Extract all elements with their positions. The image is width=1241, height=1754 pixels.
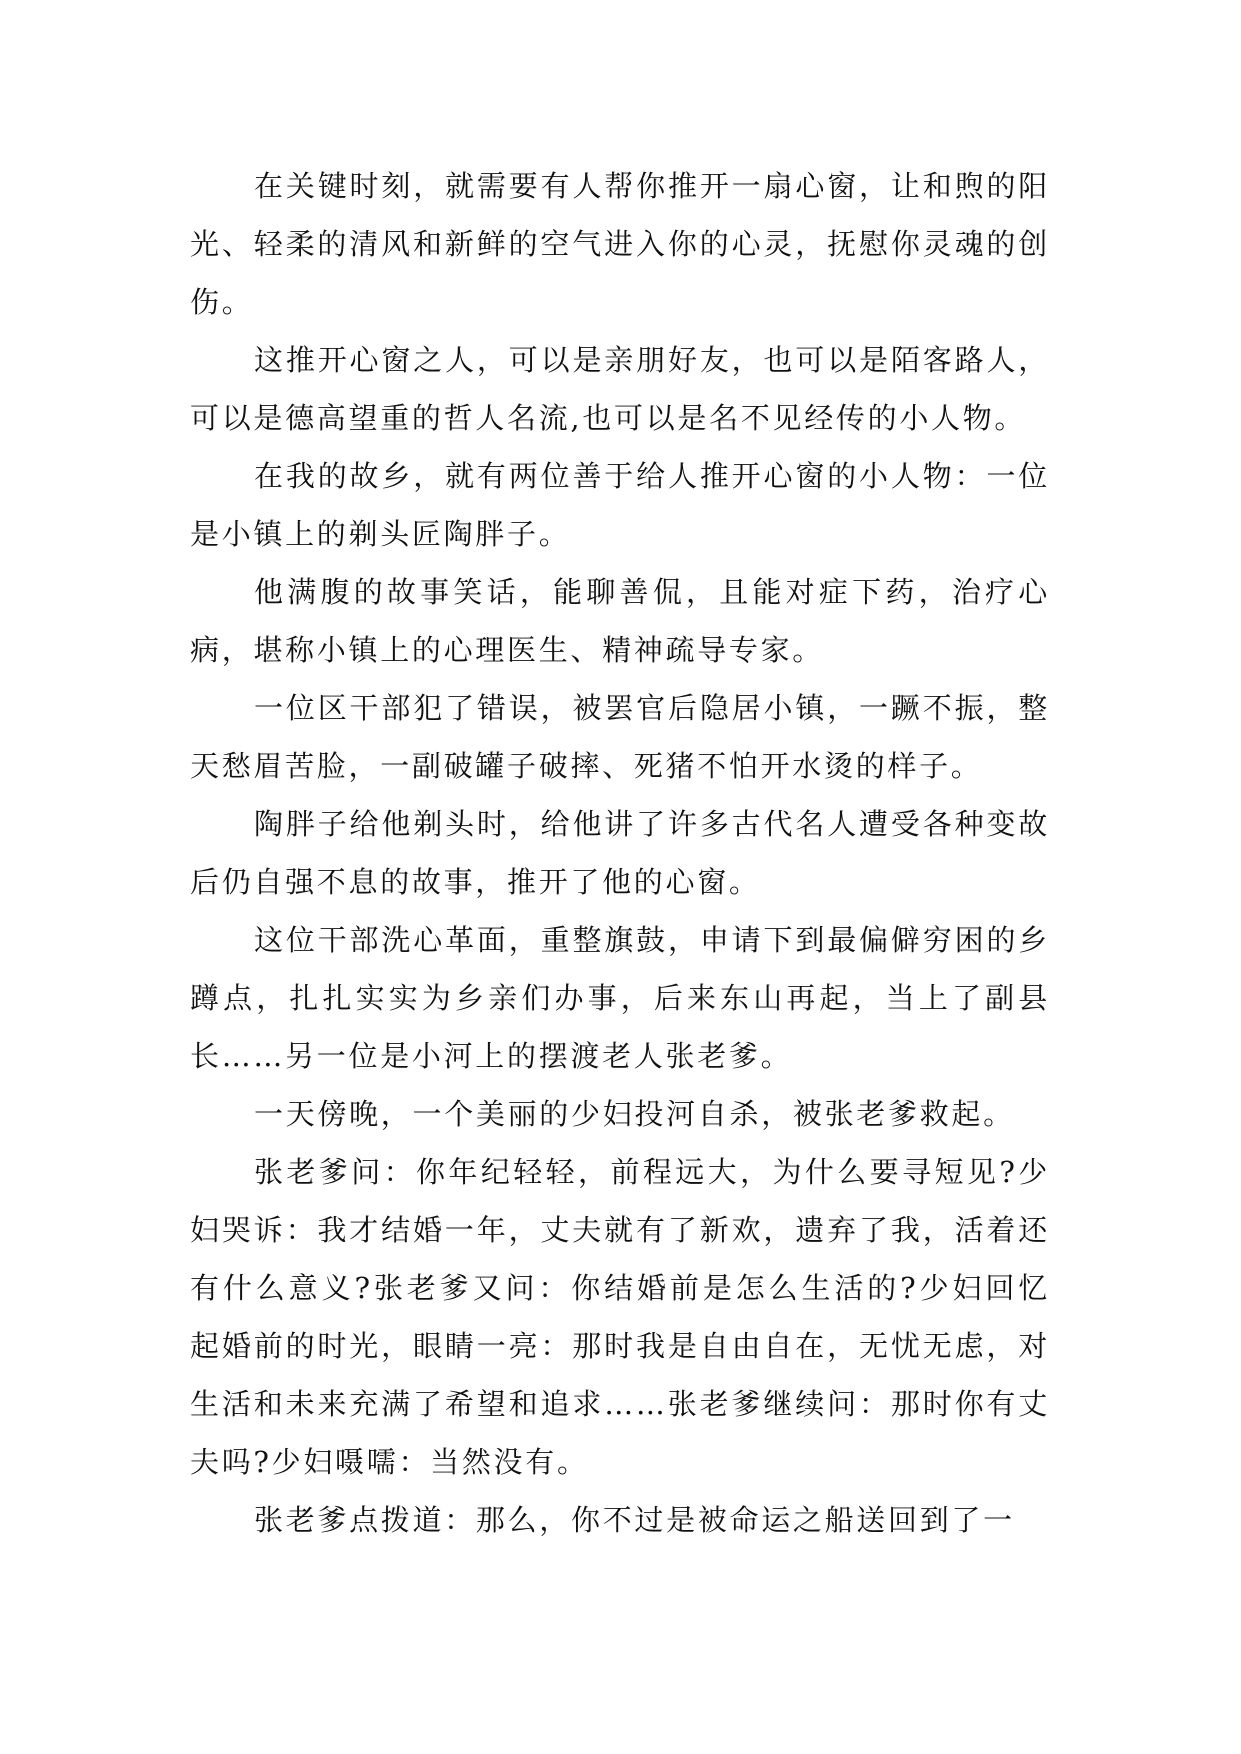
paragraph-2: 这推开心窗之人，可以是亲朋好友，也可以是陌客路人，可以是德高望重的哲人名流,也可以是名不见经传的小人物。: [190, 343, 1050, 435]
paragraph-5: 一位区干部犯了错误，被罢官后隐居小镇，一蹶不振，整天愁眉苦脸，一副破罐子破摔、死猪不怕开水烫的样子。: [190, 691, 1050, 783]
paragraph-7: 这位干部洗心革面，重整旗鼓，申请下到最偏僻穷困的乡蹲点，扎扎实实为乡亲们办事，后来东山再起，当上了副县长……另一位是小河上的摆渡老人张老爹。: [190, 923, 1050, 1073]
paragraph-9: 张老爹问：你年纪轻轻，前程远大，为什么要寻短见?少妇哭诉：我才结婚一年，丈夫就有了新欢，遗弃了我，活着还有什么意义?张老爹又问：你结婚前是怎么生活的?少妇回忆起婚前的时光，眼睛一亮：那时我是自由自在，无忧无虑，对生活和未来充满了希望和追求……张老爹继续问：那时你有丈夫吗?少妇嗫嚅：当然没有。: [190, 1155, 1050, 1479]
paragraph-3: 在我的故乡，就有两位善于给人推开心窗的小人物：一位是小镇上的剃头匠陶胖子。: [190, 459, 1050, 551]
paragraph-4: 他满腹的故事笑话，能聊善侃，且能对症下药，治疗心病，堪称小镇上的心理医生、精神疏导专家。: [190, 575, 1050, 667]
paragraph-1: 在关键时刻，就需要有人帮你推开一扇心窗，让和煦的阳光、轻柔的清风和新鲜的空气进入你的心灵，抚慰你灵魂的创伤。: [190, 169, 1050, 319]
document-body: [190, 157, 1050, 1549]
paragraph-8: 一天傍晚，一个美丽的少妇投河自杀，被张老爹救起。: [254, 1097, 1015, 1131]
paragraph-6: 陶胖子给他剃头时，给他讲了许多古代名人遭受各种变故后仍自强不息的故事，推开了他的心窗。: [190, 807, 1050, 899]
paragraph-10: 张老爹点拨道：那么，你不过是被命运之船送回到了一: [254, 1503, 1015, 1537]
